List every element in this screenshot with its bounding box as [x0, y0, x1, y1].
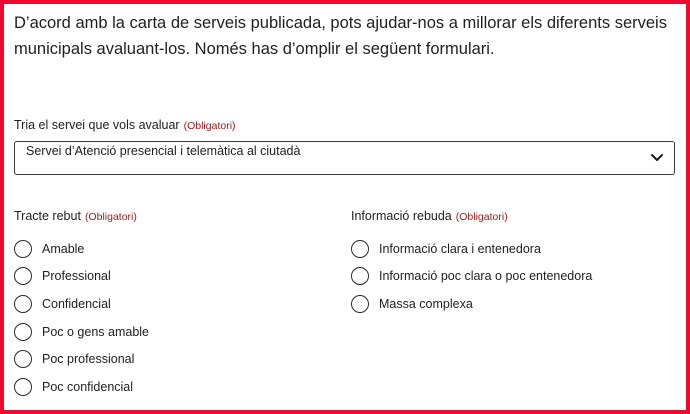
radio-option-poc-amable[interactable]: [14, 318, 149, 346]
radio-button[interactable]: [351, 240, 369, 258]
radio-button[interactable]: [14, 240, 32, 258]
required-marker: (Obligatori): [183, 120, 236, 132]
radio-label: Poc o gens amable: [42, 324, 150, 339]
radio-option-poc-clara[interactable]: [351, 263, 592, 291]
intro-line-2: municipals avaluant-los. Només has d’omplir el següent formulari.: [14, 40, 495, 58]
radio-button[interactable]: [351, 295, 369, 313]
information-radio-group: [351, 235, 592, 318]
service-label-text: Tria el servei que vols avaluar: [14, 118, 180, 132]
radio-label: Professional: [42, 269, 111, 284]
information-label-text: Informació rebuda: [351, 209, 452, 223]
service-select[interactable]: [14, 141, 675, 175]
information-group-label: [351, 209, 508, 223]
radio-option-poc-confidencial[interactable]: [14, 373, 149, 401]
radio-option-poc-professional[interactable]: [14, 345, 149, 373]
radio-button[interactable]: [14, 378, 32, 396]
radio-label: Poc professional: [42, 352, 135, 367]
radio-label: Informació clara i entenedora: [379, 241, 541, 256]
radio-button[interactable]: [351, 267, 369, 285]
radio-option-professional[interactable]: [14, 263, 149, 291]
radio-option-clara[interactable]: [351, 235, 592, 263]
radio-label: Amable: [42, 241, 85, 256]
intro-text: [14, 10, 678, 62]
radio-button[interactable]: [14, 295, 32, 313]
required-marker: (Obligatori): [84, 211, 137, 223]
treatment-radio-group: [14, 235, 149, 401]
radio-label: Confidencial: [42, 296, 111, 311]
radio-label: Informació poc clara o poc entenedora: [379, 269, 593, 284]
radio-option-amable[interactable]: [14, 235, 149, 263]
radio-label: Poc confidencial: [42, 379, 134, 394]
chevron-down-icon: [650, 152, 664, 164]
radio-option-confidencial[interactable]: [14, 290, 149, 318]
treatment-label-text: Tracte rebut: [14, 209, 81, 223]
radio-option-massa-complexa[interactable]: [351, 290, 592, 318]
treatment-group-label: [14, 209, 137, 223]
service-field-label: [14, 118, 236, 132]
intro-line-1: D’acord amb la carta de serveis publicada, pots ajudar-nos a millorar els diferents serveis: [14, 14, 667, 32]
required-marker: (Obligatori): [455, 211, 508, 223]
radio-button[interactable]: [14, 323, 32, 341]
radio-button[interactable]: [14, 350, 32, 368]
radio-label: Massa complexa: [379, 296, 473, 311]
service-select-value: Servei d’Atenció presencial i telemàtica al ciutadà: [26, 144, 301, 158]
radio-button[interactable]: [14, 267, 32, 285]
